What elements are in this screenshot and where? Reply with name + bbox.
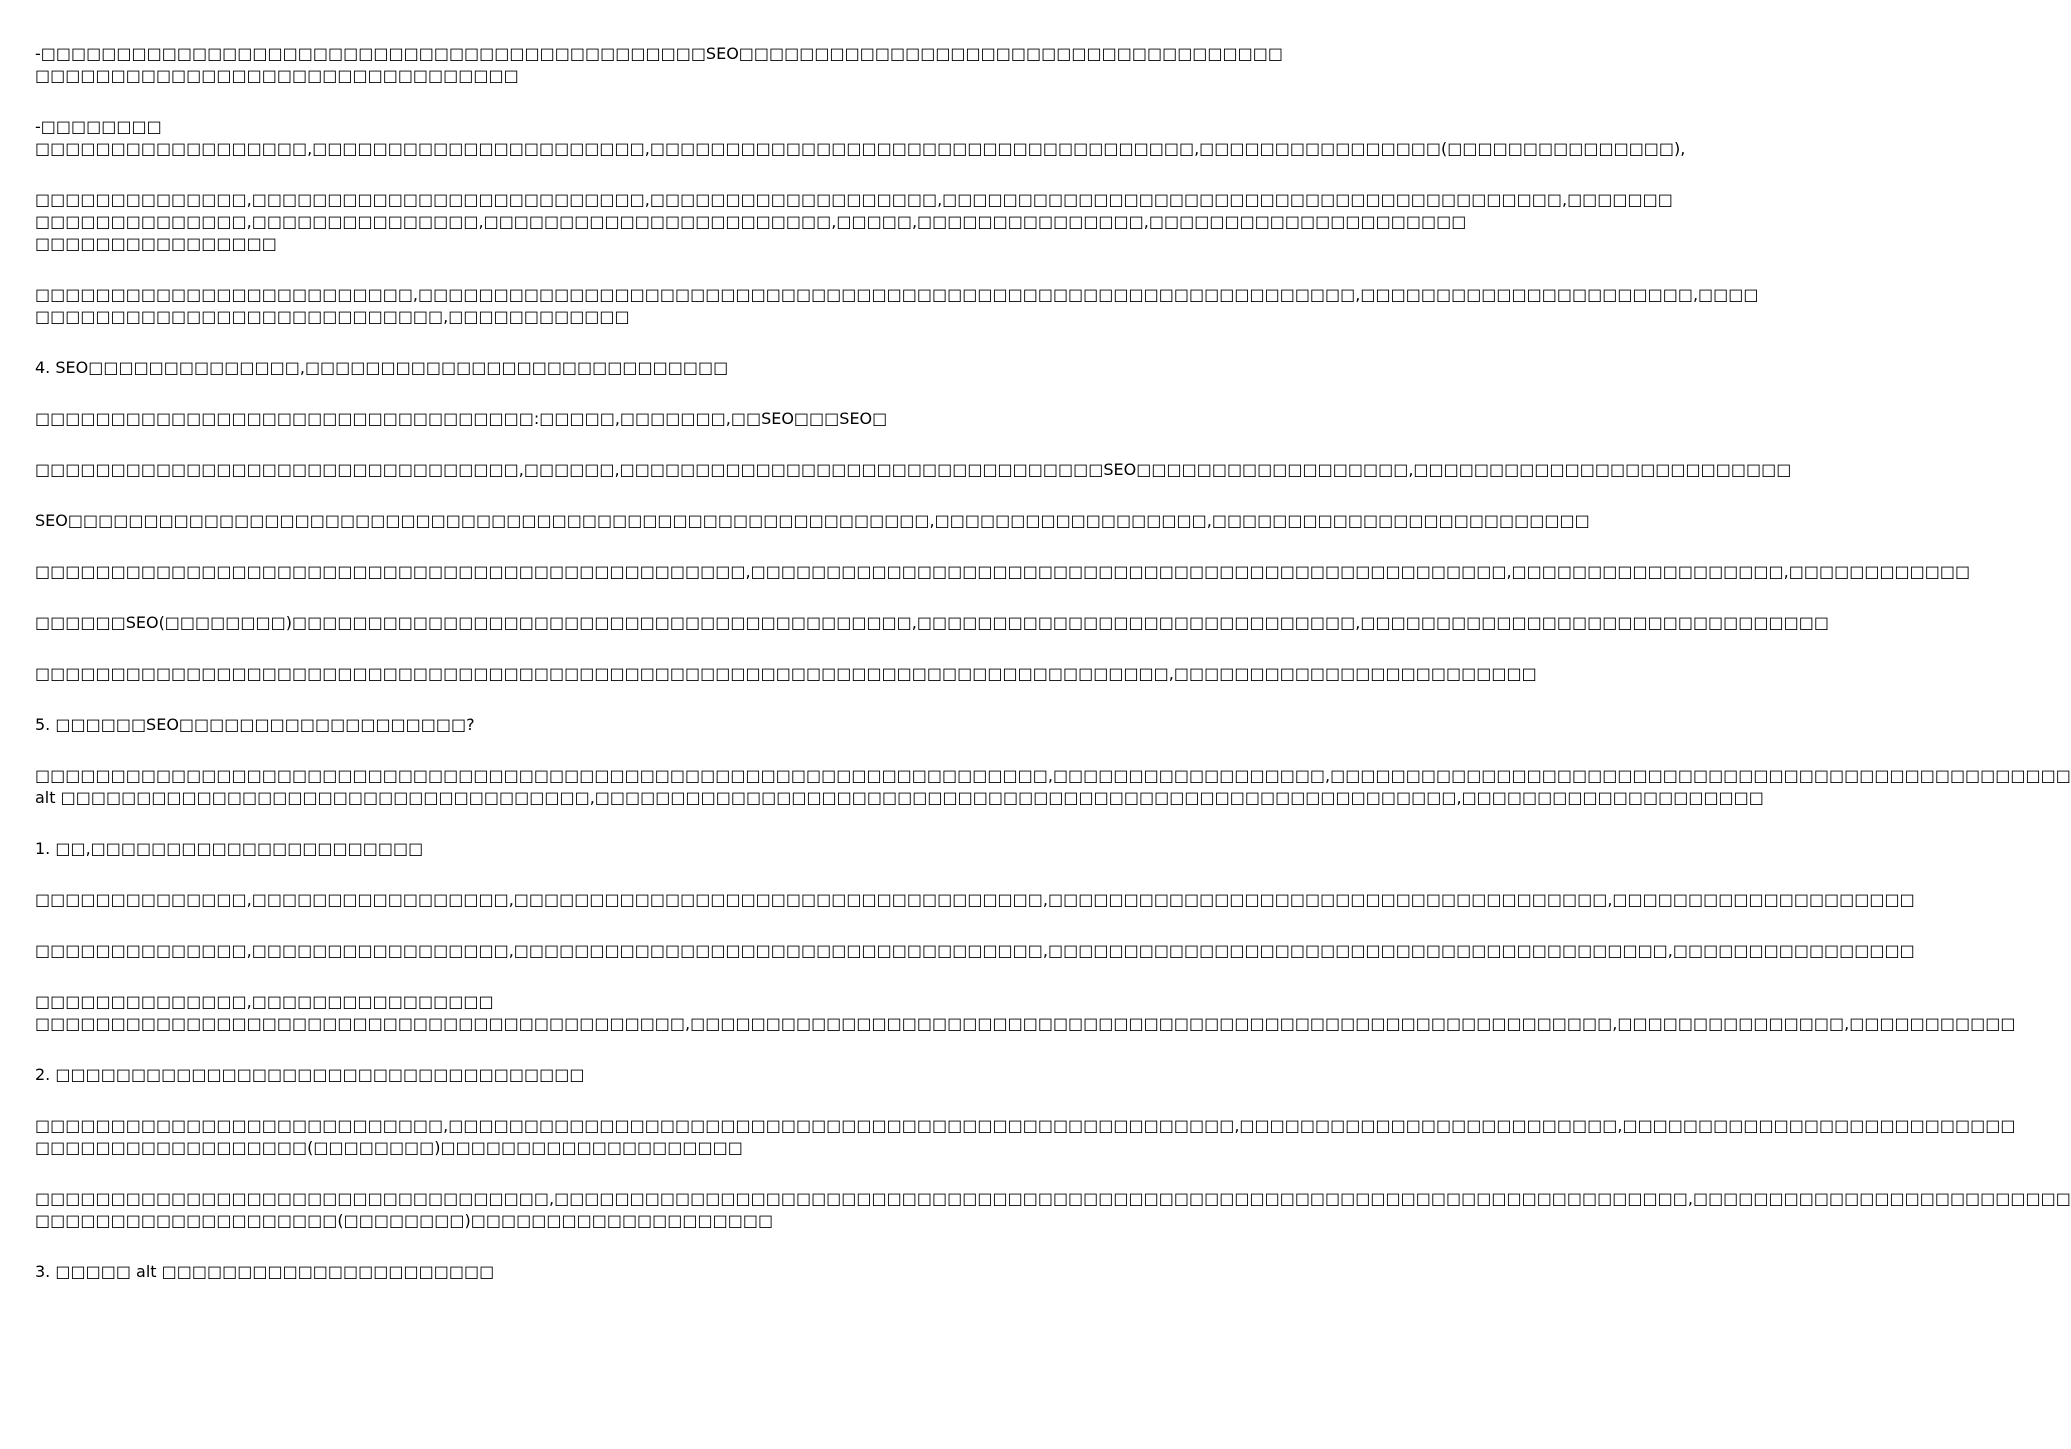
text-line: □□□□□□□□□□□□□□□□□□□□□□□□□□□□□□□□□□□□□□□□□□□□□□□□□□□□□□□□□□□□□□□□□□□□□□□□□□□,□□□□□□□□□□□□□□□□□□□□□□□□ [35, 664, 1537, 683]
text-line: 2. □□□□□□□□□□□□□□□□□□□□□□□□□□□□□□□□□□□ [35, 1065, 585, 1084]
paragraph-gap [35, 328, 990, 357]
paragraph-gap [35, 962, 990, 991]
paragraph-gap [35, 685, 990, 714]
text-line: alt □□□□□□□□□□□□□□□□□□□□□□□□□□□□□□□□□□□,□□□□□□□□□□□□□□□□□□□□□□□□□□□□□□□□□□□□□□□□□□□□□□□□□□□□□□□□□,□□□□□□□□□□□□□□□□□□□□ [35, 788, 1764, 807]
text-line: □□□□□□□□□□□□□□□□□□,□□□□□□□□□□□□□□□□□□□□□□,□□□□□□□□□□□□□□□□□□□□□□□□□□□□□□□□□□□□,□□□□□□□□□□□□□□□□(□□□□□□□□□□□□□□□), [35, 139, 1686, 158]
text-line: □□□□□□□□□□□□□□□□□□□□□□□□□□□□□□□□□□□□□□□□□□□□□□□□□□□□□□□□□□□□□□□□□□□,□□□□□□□□□□□□□□□□□□,□□□□□□□□□□□□□□□□□□□□□□□□□□□□□□□□□□□□□□□□□□□□□□□□□ [35, 766, 2071, 785]
text-line: □□□□□□□□□□□□□□□□ [35, 234, 277, 253]
paragraph-gap [35, 583, 990, 612]
paragraph-gap [35, 860, 990, 889]
text-line: □□□□□□□□□□□□□□□□□□□□□□□□□□□□□□□□ [35, 66, 519, 85]
paragraph-gap [35, 532, 990, 561]
paragraph-gap [35, 87, 990, 116]
text-line: □□□□□□□□□□□□□□,□□□□□□□□□□□□□□□□□,□□□□□□□□□□□□□□□□□□□□□□□□□□□□□□□□□□□,□□□□□□□□□□□□□□□□□□□□□□□□□□□□□□□□□□□□□□□□□,□□□□□□□□□□□□□□□□ [35, 941, 1915, 960]
text-line: -□□□□□□□□□□□□□□□□□□□□□□□□□□□□□□□□□□□□□□□□□□□□SEO□□□□□□□□□□□□□□□□□□□□□□□□□□□□□□□□□□□□ [35, 44, 1284, 63]
paragraph-gap [35, 160, 990, 189]
text-line: □□□□□□□□□□□□□□□□□□(□□□□□□□□)□□□□□□□□□□□□□□□□□□□□ [35, 1138, 743, 1157]
text-line: □□□□□□□□□□□□□□,□□□□□□□□□□□□□□□,□□□□□□□□□□□□□□□□□□□□□□□,□□□□□,□□□□□□□□□□□□□□□,□□□□□□□□□□□□□□□□□□□□□ [35, 212, 1467, 231]
text-line: 5. □□□□□□SEO□□□□□□□□□□□□□□□□□□□? [35, 715, 475, 734]
text-line: □□□□□□□□□□□□□□,□□□□□□□□□□□□□□□□□□□□□□□□□□,□□□□□□□□□□□□□□□□□□□,□□□□□□□□□□□□□□□□□□□□□□□□□□□□□□□□□□□□□□□□□,□□□□□□□ [35, 190, 1673, 209]
paragraph-gap [35, 430, 990, 459]
text-line: □□□□□□□□□□□□□□□□□□□□□□□□□□□,□□□□□□□□□□□□ [35, 307, 630, 326]
text-line: -□□□□□□□□ [35, 117, 162, 136]
paragraph-gap [35, 379, 990, 408]
text-line: □□□□□□□□□□□□□□,□□□□□□□□□□□□□□□□ [35, 992, 494, 1011]
text-line: 3. □□□□□ alt □□□□□□□□□□□□□□□□□□□□□□ [35, 1262, 495, 1281]
text-line: □□□□□□□□□□□□□□□□□□□□□□□□□□□□□□□□□□□□□□□□□□□□□□□,□□□□□□□□□□□□□□□□□□□□□□□□□□□□□□□□□□□□□□□□□□□□□□□□□□,□□□□□□□□□□□□□□□□□□,□□□□□□□□□□□□ [35, 562, 1971, 581]
paragraph-gap [35, 255, 990, 284]
paragraph-gap [35, 809, 990, 838]
paragraph-gap [35, 1035, 990, 1064]
text-line: □□□□□□SEO(□□□□□□□□)□□□□□□□□□□□□□□□□□□□□□□□□□□□□□□□□□□□□□□□□□,□□□□□□□□□□□□□□□□□□□□□□□□□□□□□,□□□□□□□□□□□□□□□□□□□□□□□□□□□□□□□ [35, 613, 1829, 632]
text-line: □□□□□□□□□□□□□□□□□□□□□□□□□□□□□□□□□□□□□□□□□□□,□□□□□□□□□□□□□□□□□□□□□□□□□□□□□□□□□□□□□□□□□□□□□□□□□□□□□□□□□□□□□,□□□□□□□□□□□□□□□,□□□□□□□□□□□ [35, 1014, 2016, 1033]
text-line: □□□□□□□□□□□□□□□□□□□□□□□□□,□□□□□□□□□□□□□□□□□□□□□□□□□□□□□□□□□□□□□□□□□□□□□□□□□□□□□□□□□□□□□□,□□□□□□□□□□□□□□□□□□□□□□,□□□□ [35, 285, 1759, 304]
text-line: 1. □□,□□□□□□□□□□□□□□□□□□□□□□ [35, 839, 424, 858]
text-line: □□□□□□□□□□□□□□□□□□□□□□□□□□□,□□□□□□□□□□□□□□□□□□□□□□□□□□□□□□□□□□□□□□□□□□□□□□□□□□□□,□□□□□□□□□□□□□□□□□□□□□□□□□,□□□□□□□□□□□□□□□□□□□□□□□□□□ [35, 1116, 2016, 1135]
paragraph-gap [35, 1159, 990, 1188]
text-line: □□□□□□□□□□□□□□□□□□□□(□□□□□□□□)□□□□□□□□□□□□□□□□□□□□ [35, 1211, 774, 1230]
paragraph-gap [35, 1086, 990, 1115]
document-body [35, 43, 2071, 1283]
paragraph-gap [35, 1232, 990, 1261]
text-line: □□□□□□□□□□□□□□□□□□□□□□□□□□□□□□□□□□,□□□□□□□□□□□□□□□□□□□□□□□□□□□□□□□□□□□□□□□□□□□□□□□□□□□□□□□□□□□□□□□□□□□□□□□□□□□,□□□□□□□□□□□□□□□□□□□□□□□□□ [35, 1189, 2071, 1208]
paragraph-gap [35, 481, 990, 510]
paragraph-gap [35, 634, 990, 663]
text-line: 4. SEO□□□□□□□□□□□□□□,□□□□□□□□□□□□□□□□□□□□□□□□□□□□ [35, 358, 729, 377]
paragraph-gap [35, 911, 990, 940]
paragraph-gap [35, 736, 990, 765]
text-line: □□□□□□□□□□□□□□,□□□□□□□□□□□□□□□□□,□□□□□□□□□□□□□□□□□□□□□□□□□□□□□□□□□□□,□□□□□□□□□□□□□□□□□□□□□□□□□□□□□□□□□□□□□,□□□□□□□□□□□□□□□□□□□□ [35, 890, 1915, 909]
text-line: □□□□□□□□□□□□□□□□□□□□□□□□□□□□□□□□□:□□□□□,□□□□□□□,□□SEO□□□SEO□ [35, 409, 888, 428]
text-line: □□□□□□□□□□□□□□□□□□□□□□□□□□□□□□□□,□□□□□□,□□□□□□□□□□□□□□□□□□□□□□□□□□□□□□□□SEO□□□□□□□□□□□□□□□□□□,□□□□□□□□□□□□□□□□□□□□□□□□□ [35, 460, 1792, 479]
text-line: SEO□□□□□□□□□□□□□□□□□□□□□□□□□□□□□□□□□□□□□□□□□□□□□□□□□□□□□□□□□,□□□□□□□□□□□□□□□□□□,□□□□□□□□□□□□□□□□□□□□□□□□□ [35, 511, 1590, 530]
